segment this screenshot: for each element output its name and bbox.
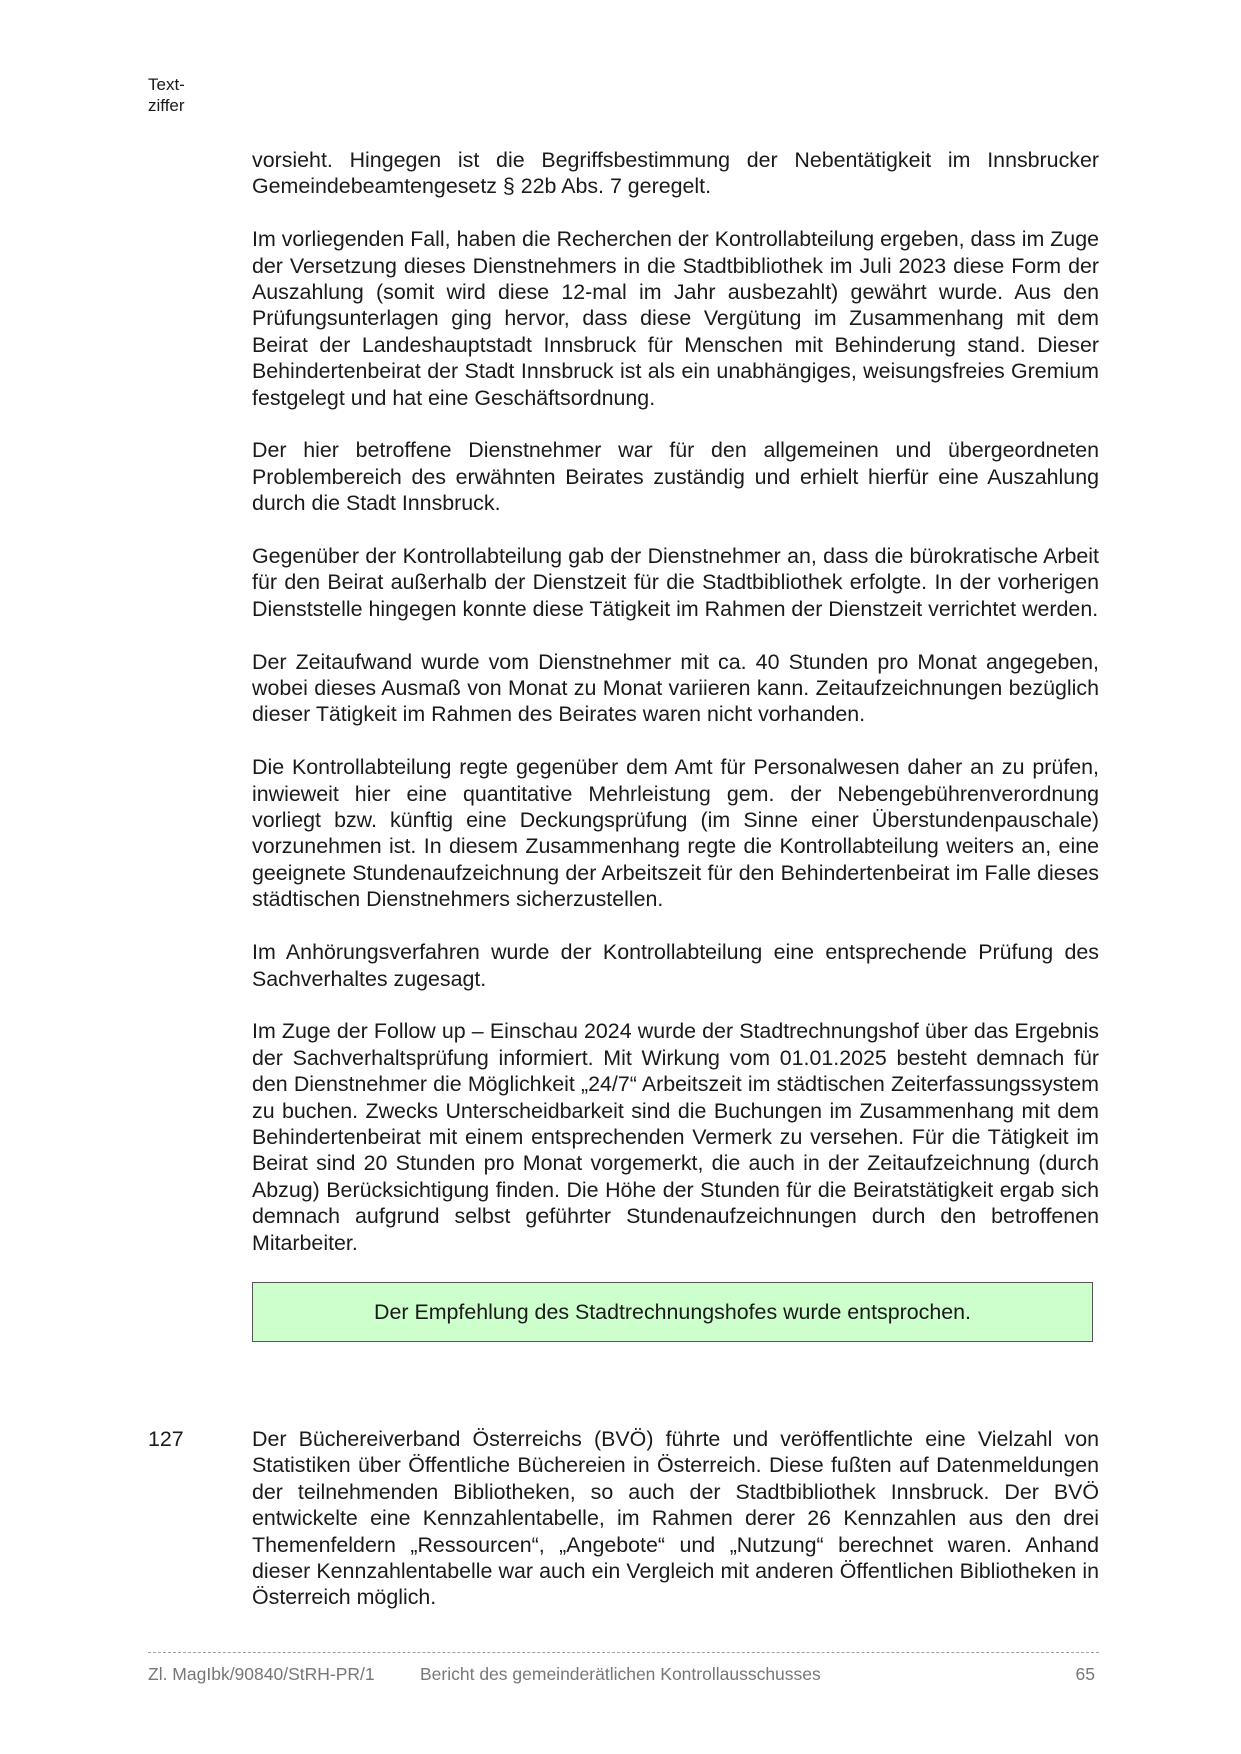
margin-label-textziffer — [148, 74, 185, 116]
page-footer — [148, 1663, 1099, 1687]
margin-label-line1: Text- — [148, 75, 185, 94]
numbered-section — [148, 1426, 1099, 1611]
margin-label-line2: ziffer — [148, 96, 185, 115]
paragraph: Gegenüber der Kontrollabteilung gab der Dienstnehmer an, dass die bürokratische Arbeit für den Beirat außerhalb der Dienstzeit für die Stadtbibliothek erfolgte. In der vorherigen Dienststelle hingegen konnte diese Tätigkeit im Rahmen der Dienstzeit verrichtet werden. — [252, 544, 1099, 621]
paragraph: Im Anhörungsverfahren wurde der Kontrollabteilung eine entsprechende Prüfung des Sachverhaltes zugesagt. — [252, 940, 1099, 991]
main-content — [252, 147, 1099, 1342]
footer-divider — [148, 1652, 1099, 1653]
paragraph: vorsieht. Hingegen ist die Begriffsbestimmung der Nebentätigkeit im Innsbrucker Gemeindebeamtengesetz § 22b Abs. 7 geregelt. — [252, 148, 1099, 199]
section-text: Der Büchereiverband Österreichs (BVÖ) führte und veröffentlichte eine Vielzahl von Statistiken über Öffentliche Büchereien in Österreich. Diese fußten auf Datenmeldungen der teilnehmenden Bibliotheken, so auch der Stadtbibliothek Innsbruck. Der BVÖ entwickelte eine Kennzahlentabelle, im Rahmen derer 26 Kennzahlen aus den drei Themenfeldern „Ressourcen“, „Angebote“ und „Nutzung“ berechnet waren. Anhand dieser Kennzahlentabelle war auch ein Vergleich mit anderen Öffentlichen Bibliotheken in Österreich möglich. — [252, 1427, 1099, 1610]
paragraph: Die Kontrollabteilung regte gegenüber dem Amt für Personalwesen daher an zu prüfen, inwieweit hier eine quantitative Mehrleistung gem. der Nebengebührenverordnung vorliegt bzw. künftig eine Deckungsprüfung (im Sinne einer Überstundenpauschale) vorzunehmen ist. In diesem Zusammenhang regte die Kontrollabteilung weiters an, eine geeignete Stundenaufzeichnung der Arbeitszeit für den Behindertenbeirat im Falle dieses städtischen Dienstnehmers sicherzustellen. — [252, 755, 1099, 912]
recommendation-callout: Der Empfehlung des Stadtrechnungshofes wurde entsprochen. — [252, 1282, 1093, 1342]
paragraph: Der hier betroffene Dienstnehmer war für den allgemeinen und übergeordneten Problembereich des erwähnten Beirates zuständig und erhielt hierfür eine Auszahlung durch die Stadt Innsbruck. — [252, 438, 1099, 516]
section-number: 127 — [148, 1427, 184, 1451]
paragraph: Im Zuge der Follow up – Einschau 2024 wurde der Stadtrechnungshof über das Ergebnis der Sachverhaltsprüfung informiert. Mit Wirkung vom 01.01.2025 besteht demnach für den Dienstnehmer die Möglichkeit „24/7“ Arbeitszeit im städtischen Zeiterfassungssystem zu buchen. Zwecks Unterscheidbarkeit sind die Buchungen im Zusammenhang mit dem Behindertenbeirat mit einem entsprechenden Vermerk zu versehen. Für die Tätigkeit im Beirat sind 20 Stunden pro Monat vorgemerkt, die auch in der Zeitaufzeichnung (durch Abzug) Berücksichtigung finden. Die Höhe der Stunden für die Beiratstätigkeit ergab sich demnach aufgrund selbst geführter Stundenaufzeichnungen durch den betroffenen Mitarbeiter. — [252, 1019, 1099, 1255]
page-number: 65 — [1075, 1664, 1095, 1684]
footer-reference: Zl. MagIbk/90840/StRH-PR/1 — [148, 1664, 375, 1684]
footer-title: Bericht des gemeinderätlichen Kontrollausschusses — [420, 1664, 821, 1684]
paragraph: Der Zeitaufwand wurde vom Dienstnehmer mit ca. 40 Stunden pro Monat angegeben, wobei dieses Ausmaß von Monat zu Monat variieren kann. Zeitaufzeichnungen bezüglich dieser Tätigkeit im Rahmen des Beirates waren nicht vorhanden. — [252, 649, 1099, 727]
paragraph: Im vorliegenden Fall, haben die Recherchen der Kontrollabteilung ergeben, dass im Zuge der Versetzung dieses Dienstnehmers in die Stadtbibliothek im Juli 2023 diese Form der Auszahlung (somit wird diese 12-mal im Jahr ausbezahlt) gewährt wurde. Aus den Prüfungsunterlagen ging hervor, dass diese Vergütung im Zusammenhang mit dem Beirat der Landeshauptstadt Innsbruck für Menschen mit Behinderung stand. Dieser Behindertenbeirat der Stadt Innsbruck ist als ein unabhängiges, weisungsfreies Gremium festgelegt und hat eine Geschäftsordnung. — [252, 227, 1099, 410]
